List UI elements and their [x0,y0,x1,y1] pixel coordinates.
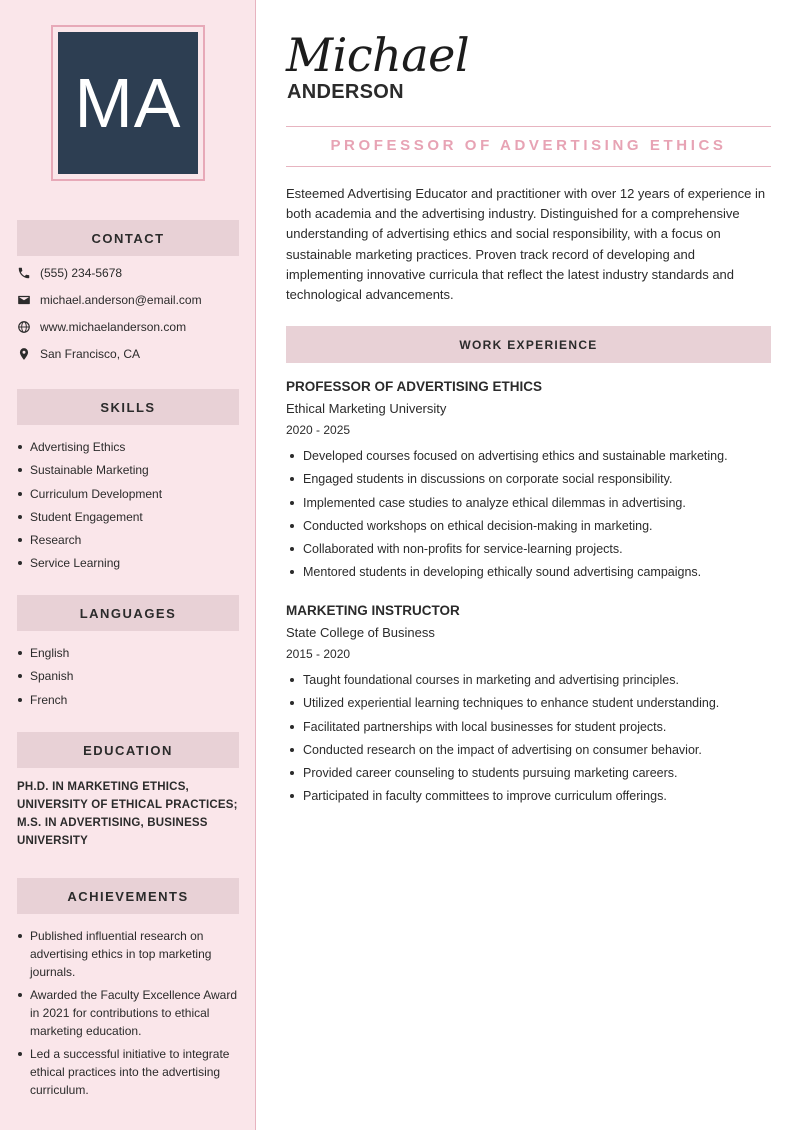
contact-email [17,291,202,309]
sidebar [0,0,256,1130]
globe-icon [17,320,31,334]
job-entry [286,378,776,588]
education-heading: EDUCATION [17,732,239,768]
job-bullet: Conducted workshops on ethical decision-making in marketing. [286,518,776,541]
skill-item: Student Engagement [17,509,242,532]
summary: Esteemed Advertising Educator and practitioner with over 12 years of experience in both academia and the advertising industry. Distinguished for a comprehensive understanding of advertising ethics and social responsibility, with a focus on sustainable marketing practices. Proven track record of developing and implementing innovative curricula that reflect the latest industry standards and technological advancements. [286,186,766,303]
phone-icon [17,266,31,280]
job-title: PROFESSOR OF ADVERTISING ETHICS [330,137,727,154]
job-bullet: Conducted research on the impact of advertising on consumer behavior. [286,742,776,765]
title-divider-top [286,126,771,127]
job-bullet: Developed courses focused on advertising ethics and sustainable marketing. [286,448,776,471]
monogram-frame [51,25,205,181]
job-dates: 2015 - 2020 [286,647,351,661]
job-bullet: Mentored students in developing ethically sound advertising campaigns. [286,564,776,587]
job-bullet: Participated in faculty committees to improve curriculum offerings. [286,788,776,811]
achievement-item: Published influential research on advertising ethics in top marketing journals. [17,927,242,981]
website-text[interactable]: www.michaelanderson.com [40,320,187,334]
job-bullet: Provided career counseling to students pursuing marketing careers. [286,765,776,788]
job-bullet: Taught foundational courses in marketing and advertising principles. [286,672,776,695]
skill-item: Curriculum Development [17,486,242,509]
skill-item: Research [17,532,242,555]
skills-heading: SKILLS [17,389,239,425]
job-role: PROFESSOR OF ADVERTISING ETHICS [286,379,543,394]
skills-list [17,439,242,579]
last-name: ANDERSON [287,81,404,103]
achievements-heading: ACHIEVEMENTS [17,878,239,914]
job-bullet: Implemented case studies to analyze ethical dilemmas in advertising. [286,495,776,518]
contact-website [17,318,186,336]
job-organization: Ethical Marketing University [286,401,447,416]
job-bullet: Collaborated with non-profits for service-learning projects. [286,541,776,564]
location-pin-icon [17,347,31,361]
languages-list [17,645,242,715]
phone-text[interactable]: (555) 234-5678 [40,266,123,280]
work-experience-heading: WORK EXPERIENCE [286,326,771,363]
language-item: French [17,692,242,715]
skill-item: Sustainable Marketing [17,462,242,485]
job-bullets [286,672,776,812]
language-item: Spanish [17,668,242,691]
achievements-list [17,927,242,1104]
job-bullet: Utilized experiential learning techniques to enhance student understanding. [286,695,776,718]
skill-item: Advertising Ethics [17,439,242,462]
job-bullet: Facilitated partnerships with local businesses for student projects. [286,719,776,742]
job-role: MARKETING INSTRUCTOR [286,603,460,618]
contact-heading: CONTACT [17,220,239,256]
mail-icon [17,293,31,307]
job-bullets [286,448,776,588]
job-bullet: Engaged students in discussions on corporate social responsibility. [286,471,776,494]
title-divider-bottom [286,166,771,167]
languages-heading: LANGUAGES [17,595,239,631]
job-entry [286,602,776,812]
education-text: PH.D. IN MARKETING ETHICS, UNIVERSITY OF ETHICAL PRACTICES; M.S. IN ADVERTISING, BUSINESS UNIVERSITY [17,781,238,847]
job-organization: State College of Business [286,625,435,640]
monogram: MA [58,32,198,174]
contact-location [17,345,140,363]
location-text: San Francisco, CA [40,347,141,361]
language-item: English [17,645,242,668]
contact-phone [17,264,122,282]
achievement-item: Awarded the Faculty Excellence Award in 2021 for contributions to ethical marketing education. [17,986,242,1040]
first-name: Michael [286,28,470,82]
email-text[interactable]: michael.anderson@email.com [40,293,202,307]
achievement-item: Led a successful initiative to integrate ethical practices into the advertising curriculum. [17,1045,242,1099]
job-dates: 2020 - 2025 [286,423,351,437]
skill-item: Service Learning [17,555,242,578]
